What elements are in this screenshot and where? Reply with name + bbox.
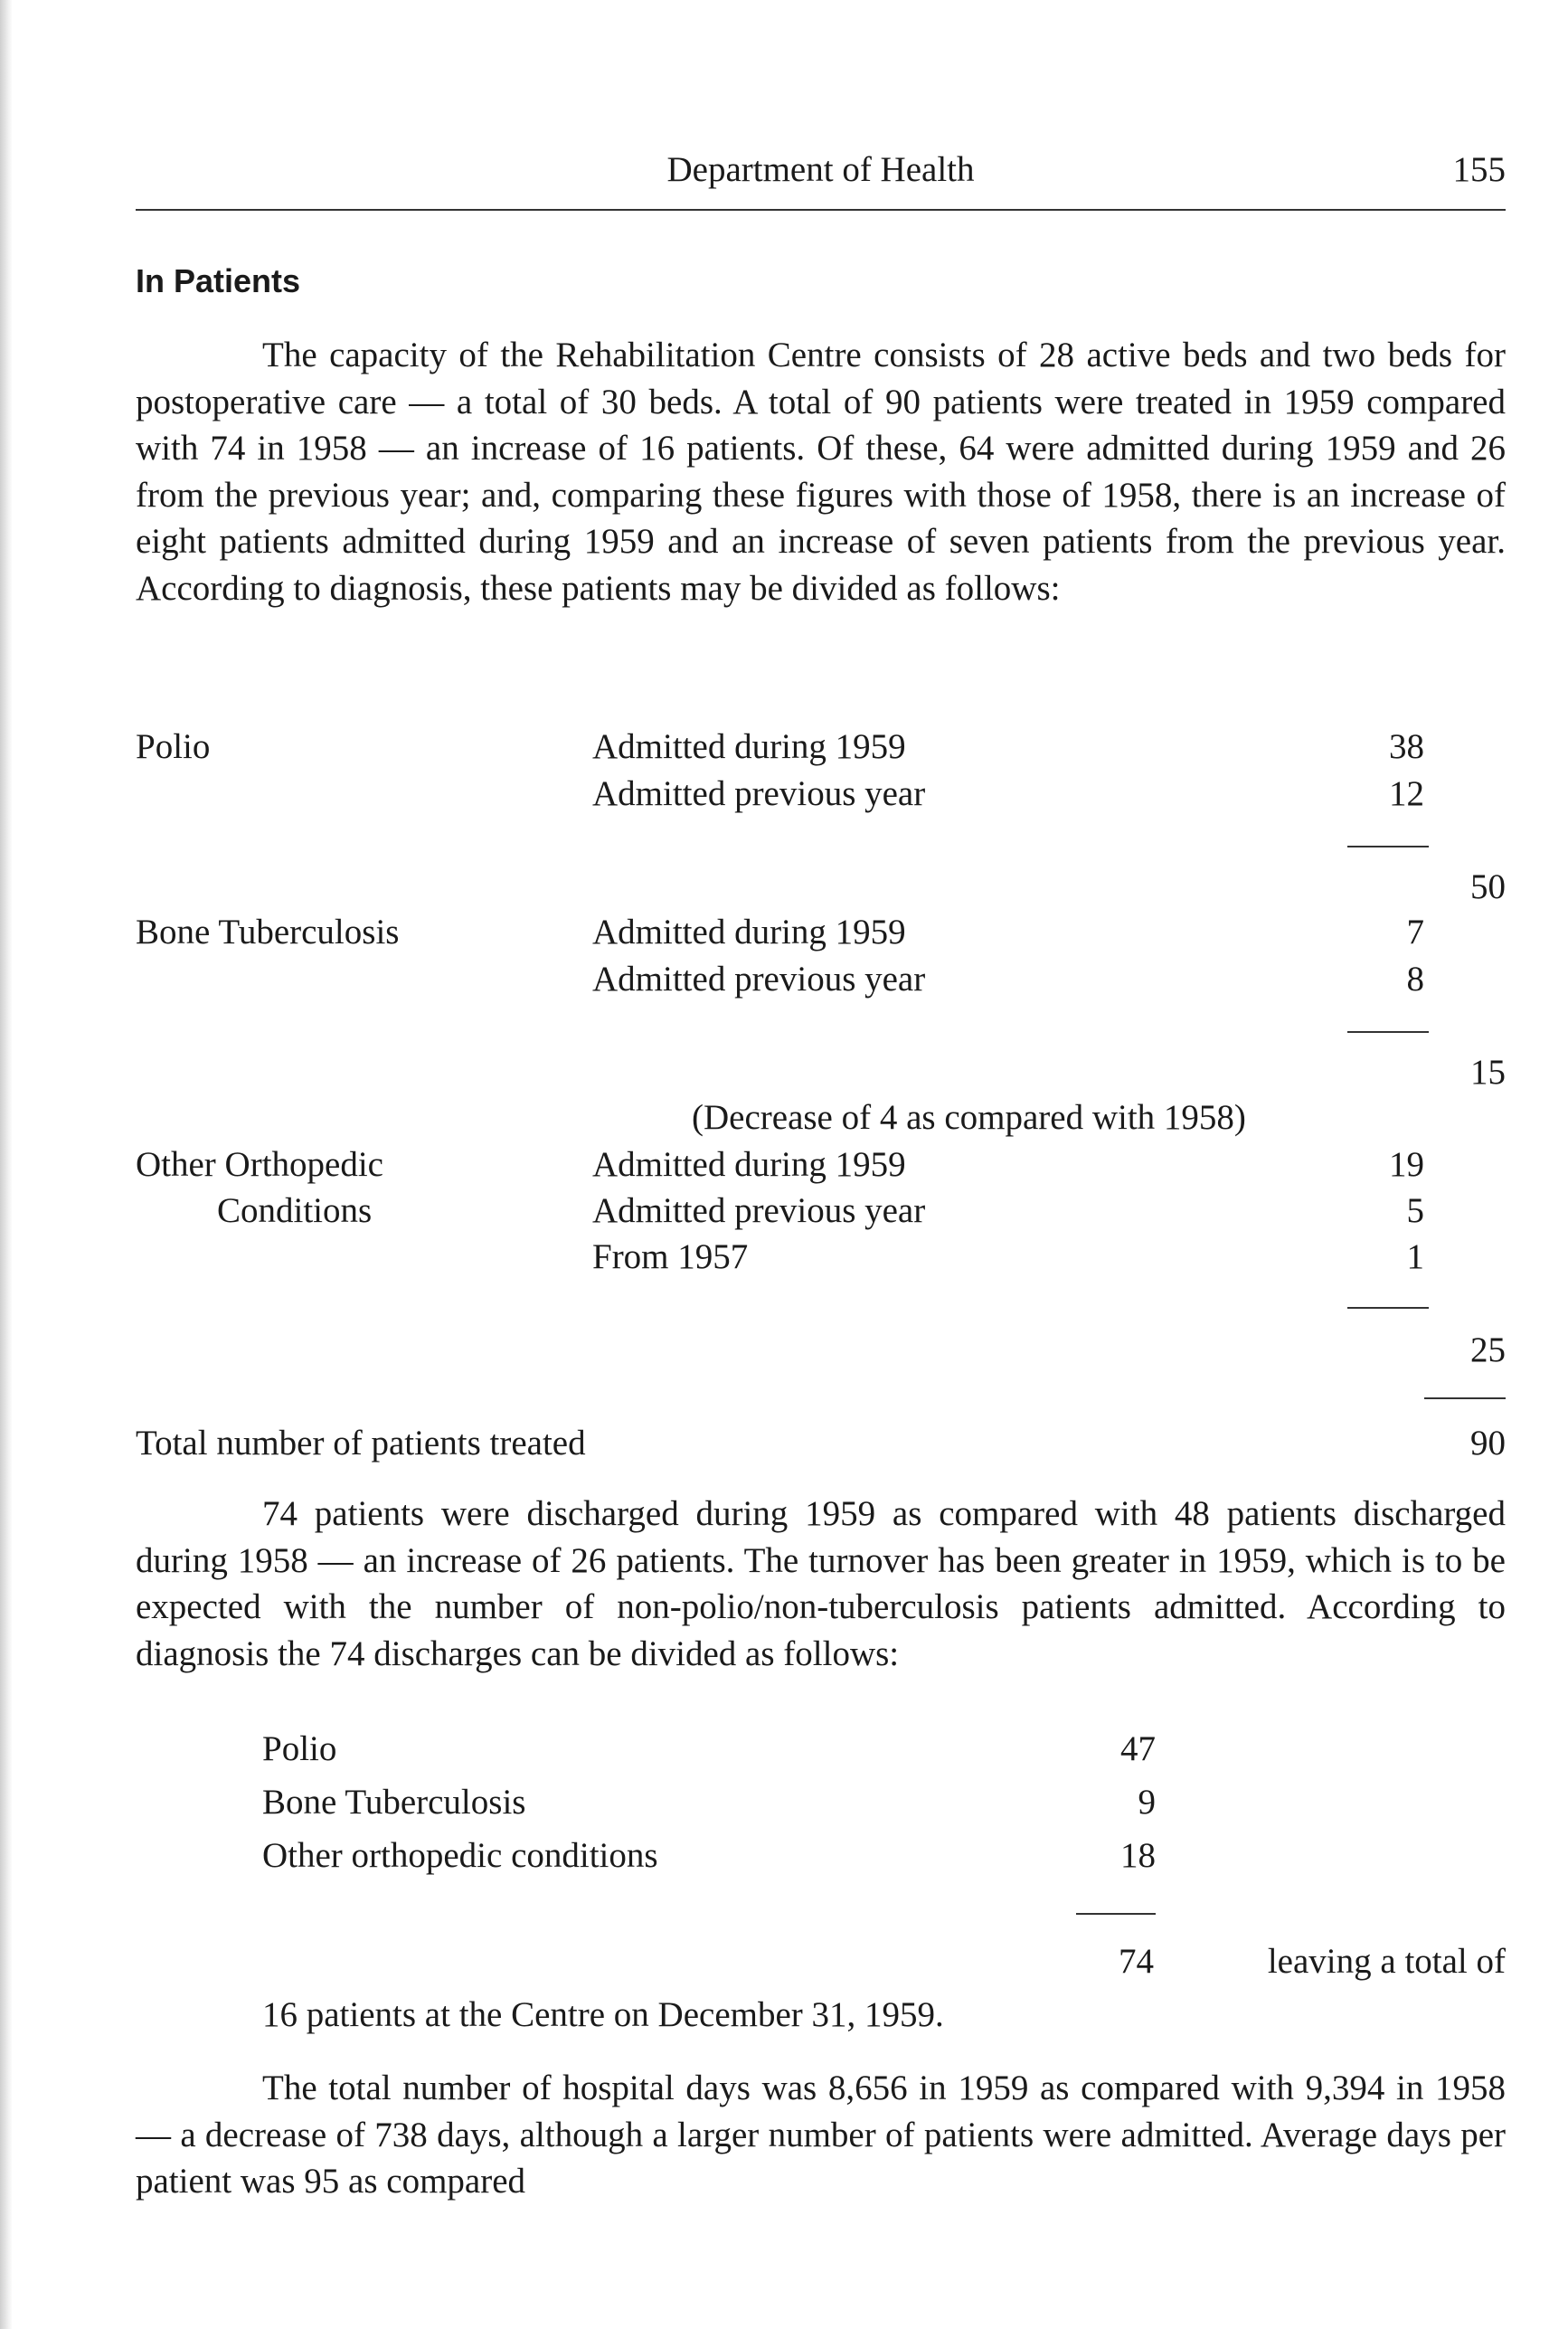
document-page [136,0,1506,2329]
page-number: 155 [1452,150,1506,189]
bone-tb-note-row [136,1094,1506,1141]
grand-total-rule [1424,1397,1506,1399]
running-header [136,149,1506,204]
bone-tb-category: Bone Tuberculosis [136,913,400,951]
total-treated-value: 90 [1470,1424,1506,1463]
discharge-label: Other orthopedic conditions [262,1836,658,1875]
row-value: 19 [1389,1145,1424,1184]
total-treated-row [136,1420,1506,1466]
header-title: Department of Health [666,150,975,189]
hospital-days-paragraph: The total number of hospital days was 8,656 in 1959 as compared with 9,394 in 1958 — a decrease of 738 days, although a larger number of patients were admitted. Average days per patient was 95 as compared [136,2069,1506,2201]
other-row-3 [136,1234,1506,1280]
row-value: 1 [1406,1237,1424,1276]
discharges-paragraph: 74 patients were discharged during 1959 as compared with 48 patients discharged during 1958 — an increase of 26 patients. The turnover has been greater in 1959, which is to be expected with the number of non-polio/non-tuberculosis patients admitted. According to diagnosis the 74 discharges can be divided as follows: [136,1494,1506,1673]
row-label: From 1957 [592,1237,749,1276]
discharge-row [136,1831,1506,1881]
other-sum-rule [1347,1307,1429,1309]
other-category-line2: Conditions [217,1191,373,1230]
total-treated-label: Total number of patients treated [136,1424,586,1463]
polio-subtotal: 50 [1470,867,1506,906]
row-value: 7 [1406,913,1424,951]
row-value: 8 [1406,960,1424,999]
bone-tb-sum-rule [1347,1031,1429,1033]
bone-tb-row-2 [136,956,1506,1002]
other-row-1 [136,1141,1506,1188]
row-label: Admitted during 1959 [592,727,906,766]
row-value: 38 [1389,727,1424,766]
polio-category: Polio [136,727,211,766]
polio-subtotal-row [136,864,1506,910]
other-subtotal: 25 [1470,1330,1506,1369]
discharge-total-suffix: leaving a total of [1267,1942,1506,1981]
other-subtotal-row [136,1327,1506,1373]
discharge-value: 9 [1138,1783,1156,1822]
row-label: Admitted previous year [592,1191,926,1230]
bone-tb-note: (Decrease of 4 as compared with 1958) [692,1098,1246,1137]
discharge-total: 74 [1119,1942,1154,1981]
bone-tb-subtotal-row [136,1049,1506,1095]
discharge-row [136,1724,1506,1775]
other-category-line1: Other Orthopedic [136,1145,383,1184]
discharge-sum-rule [1076,1913,1156,1915]
row-label: Admitted previous year [592,960,926,999]
scan-gutter-shadow [0,0,13,2329]
bone-tb-subtotal: 15 [1470,1053,1506,1092]
polio-row-1 [136,724,1506,770]
discharge-value: 47 [1120,1729,1156,1768]
polio-sum-rule [1347,846,1429,847]
row-label: Admitted during 1959 [592,1145,906,1184]
discharge-label: Polio [262,1729,337,1768]
row-label: Admitted previous year [592,774,926,813]
discharge-label: Bone Tuberculosis [262,1783,526,1822]
discharge-row [136,1777,1506,1828]
section-title: In Patients [136,262,301,299]
other-row-2 [136,1188,1506,1234]
intro-paragraph: The capacity of the Rehabilitation Centre consists of 28 active beds and two beds for postoperative care — a total of 30 beds. A total of 90 patients were treated in 1959 compared with 74 in 1958 — an increase of 16 patients. Of these, 64 were admitted during 1959 and 26 from the previous year; and, comparing these figures with those of 1958, there is an increase of eight patients admitted during 1959 and an increase of seven patients from the previous year. According to diagnosis, these patients may be divided as follows: [136,336,1506,608]
row-label: Admitted during 1959 [592,913,906,951]
polio-row-2 [136,771,1506,817]
discharge-continuation: 16 patients at the Centre on December 31, 1959. [262,1995,944,2034]
header-rule [136,209,1506,211]
discharge-value: 18 [1120,1836,1156,1875]
bone-tb-row-1 [136,909,1506,955]
row-value: 12 [1389,774,1424,813]
row-value: 5 [1406,1191,1424,1230]
